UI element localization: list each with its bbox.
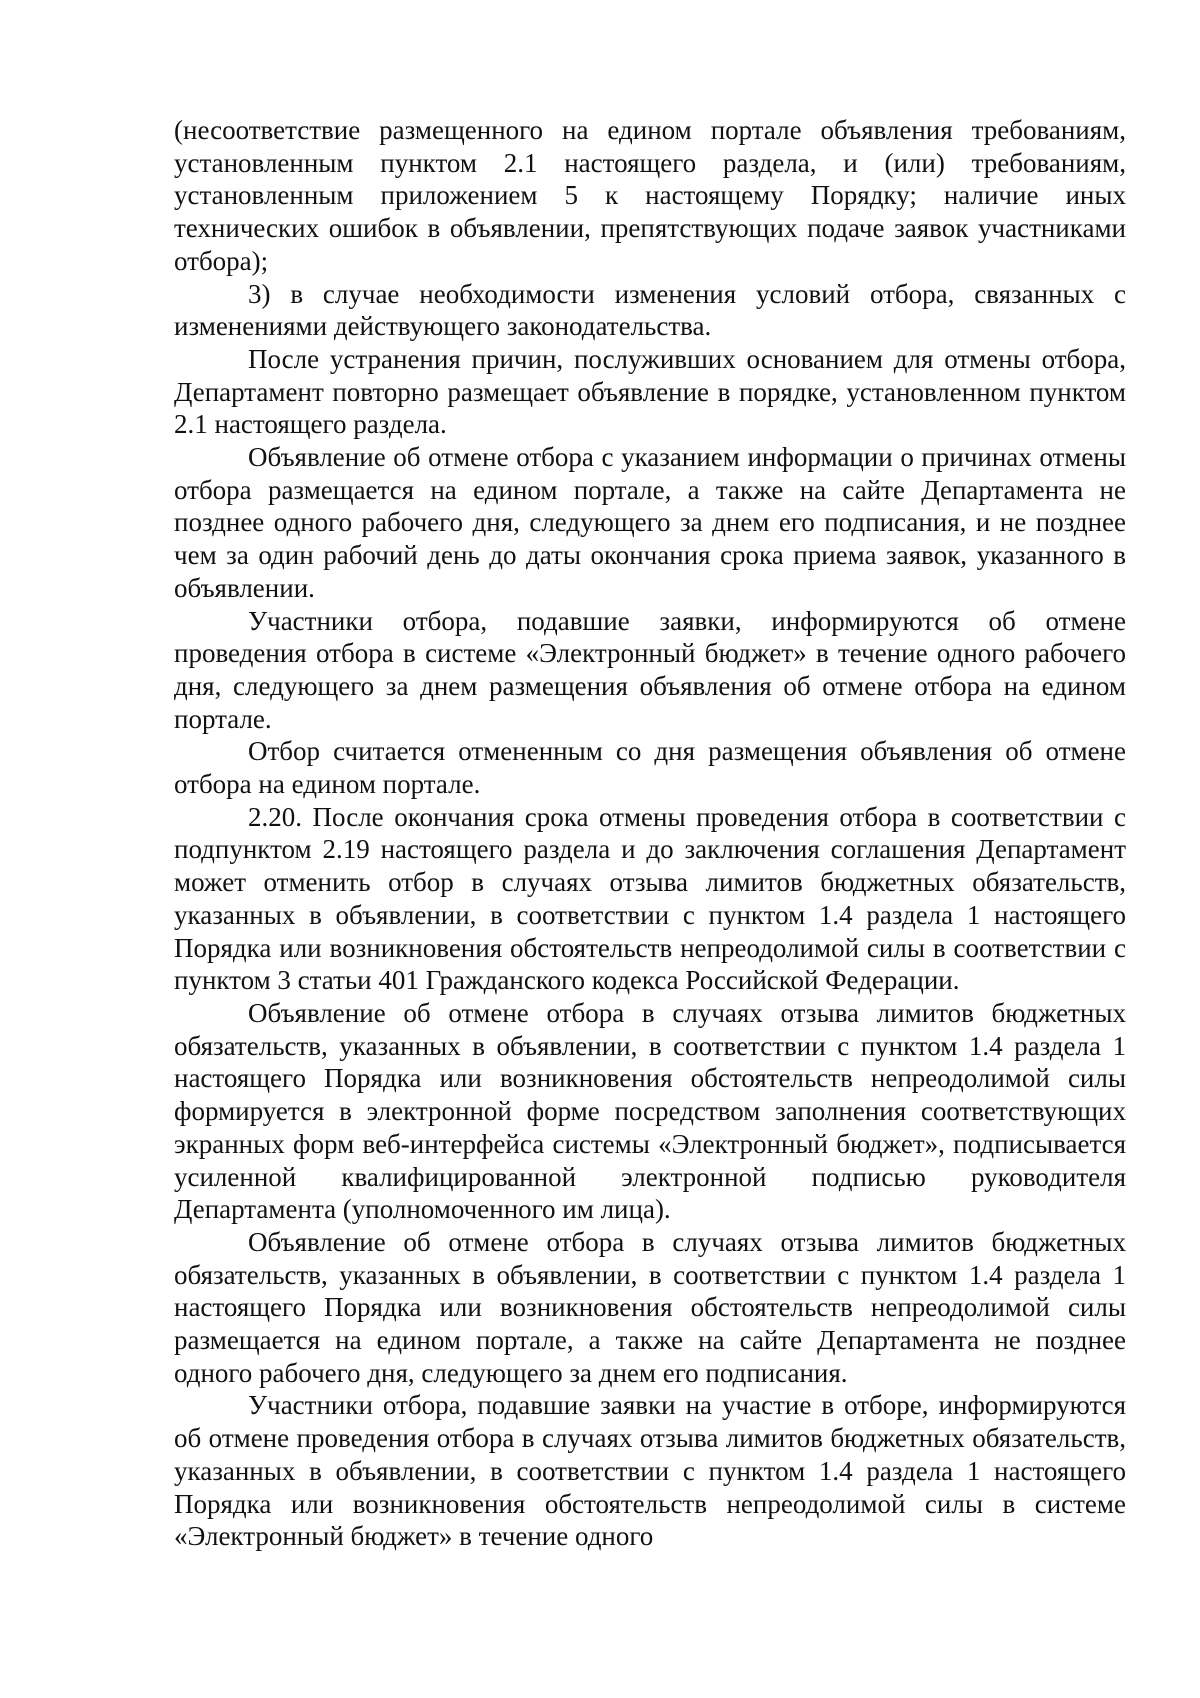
paragraph-5: Участники отбора, подавшие заявки, информируются об отмене проведения отбора в системе «Электронный бюджет» в течение одного рабочего дня, следующего за днем размещения объявления об отмене отбора на едином портале. — [174, 605, 1126, 734]
paragraph-1: (несоответствие размещенного на едином портале объявления требованиям, установленным пунктом 2.1 настоящего раздела, и (или) требованиям, установленным приложением 5 к настоящему Порядку; наличие иных технических ошибок в объявлении, препятствующих подаче заявок участниками отбора); — [174, 115, 1126, 276]
paragraph-9: Объявление об отмене отбора в случаях отзыва лимитов бюджетных обязательств, указанных в объявлении, в соответствии с пунктом 1.4 раздела 1 настоящего Порядка или возникновения обстоятельств непреодолимой силы размещается на едином портале, а также на сайте Департамента не позднее одного рабочего дня, следующего за днем его подписания. — [174, 1226, 1126, 1388]
paragraph-7: 2.20. После окончания срока отмены проведения отбора в соответствии с подпунктом 2.19 настоящего раздела и до заключения соглашения Департамент может отменить отбор в случаях отзыва лимитов бюджетных обязательств, указанных в объявлении, в соответствии с пунктом 1.4 раздела 1 настоящего Порядка или возникновения обстоятельств непреодолимой силы в соответствии с пунктом 3 статьи 401 Гражданского кодекса Российской Федерации. — [174, 801, 1126, 996]
paragraph-8: Объявление об отмене отбора в случаях отзыва лимитов бюджетных обязательств, указанных в объявлении, в соответствии с пунктом 1.4 раздела 1 настоящего Порядка или возникновения обстоятельств непреодолимой силы формируется в электронной форме посредством заполнения соответствующих экранных форм веб-интерфейса системы «Электронный бюджет», подписывается усиленной квалифицированной электронной подписью руководителя Департамента (уполномоченного им лица). — [174, 997, 1126, 1225]
paragraph-4: Объявление об отмене отбора с указанием информации о причинах отмены отбора размещается на едином портале, а также на сайте Департамента не позднее одного рабочего дня, следующего за днем его подписания, и не позднее чем за один рабочий день до даты окончания срока приема заявок, указанного в объявлении. — [174, 442, 1126, 603]
document-body — [174, 114, 1126, 1553]
paragraph-10: Участники отбора, подавшие заявки на участие в отборе, информируются об отмене проведения отбора в случаях отзыва лимитов бюджетных обязательств, указанных в объявлении, в соответствии с пунктом 1.4 раздела 1 настоящего Порядка или возникновения обстоятельств непреодолимой силы в системе «Электронный бюджет» в течение одного — [174, 1390, 1126, 1552]
paragraph-6: Отбор считается отмененным со дня размещения объявления об отмене отбора на едином портале. — [174, 736, 1126, 800]
paragraph-2: 3) в случае необходимости изменения условий отбора, связанных с изменениями действующего законодательства. — [174, 278, 1126, 342]
paragraph-3: После устранения причин, послуживших основанием для отмены отбора, Департамент повторно размещает объявление в порядке, установленном пунктом 2.1 настоящего раздела. — [174, 343, 1126, 440]
